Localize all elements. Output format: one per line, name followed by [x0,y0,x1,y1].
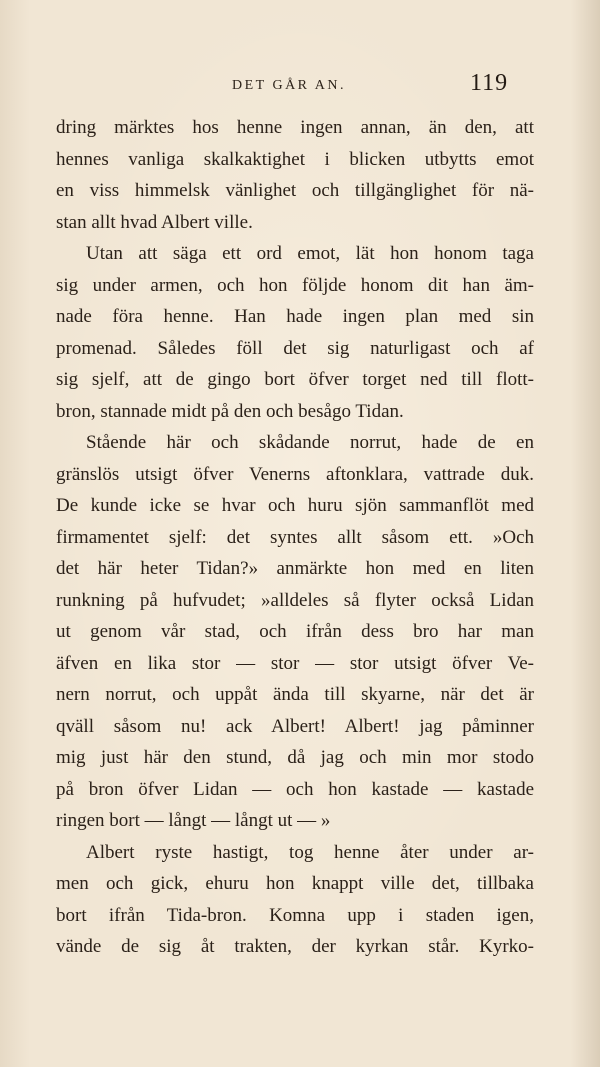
text-line [56,900,534,932]
text-line-content: Stående här och skådande norrut, hade de en [86,432,534,453]
text-line-content: runkning på hufvudet; »alldeles så flyter också Lidan [56,589,534,611]
text-line [56,459,534,491]
text-line [56,333,534,365]
text-line-content: nern norrut, och uppåt ända till skyarne, när det är [56,684,534,705]
text-line-content: mig just här den stund, då jag och min mor stodo [56,747,534,768]
page-number: 119 [470,70,509,96]
running-head [0,70,600,100]
text-line [56,238,534,270]
text-line [56,175,534,207]
text-line [56,868,534,900]
text-line [56,396,534,428]
text-line [56,301,534,333]
text-line-content: på bron öfver Lidan — och hon kastade — kastade [56,778,534,800]
text-line-content: promenad. Således föll det sig naturligast och af [56,337,534,359]
text-line [56,711,534,743]
text-line [56,490,534,522]
text-line [56,144,534,176]
text-line-content: bort ifrån Tida-bron. Komna upp i staden igen, [56,904,534,926]
text-line [56,774,534,806]
text-line-content: qväll såsom nu! ack Albert! Albert! jag påminner [56,715,534,737]
text-line-content: sig under armen, och hon följde honom dit han äm- [56,274,534,296]
text-line-content: ut genom vår stad, och ifrån dess bro har man [56,621,534,642]
text-line [56,616,534,648]
text-line-content: Utan att säga ett ord emot, lät hon honom taga [86,243,534,264]
text-line [56,522,534,554]
text-line-content: ringen bort — långt — långt ut — » [56,810,331,831]
text-line [56,112,534,144]
text-line-content: en viss himmelsk vänlighet och tillgänglighet för nä- [56,180,534,201]
text-line-content: äfven en lika stor — stor — stor utsigt öfver Ve- [56,652,534,674]
text-line-content: De kunde icke se hvar och huru sjön sammanflöt med [56,495,534,516]
text-line [56,805,534,837]
text-line [56,207,534,239]
text-line-content: sig sjelf, att de gingo bort öfver torget ned till flott- [56,369,534,390]
text-line-content: gränslös utsigt öfver Venerns aftonklara, vattrade duk. [56,463,534,485]
text-line-content: bron, stannade midt på den och besågo Tidan. [56,400,404,422]
text-line-content: men och gick, ehuru hon knappt ville det, tillbaka [56,873,534,894]
text-line-content: Albert ryste hastigt, tog henne åter under ar- [86,841,534,863]
text-line [56,553,534,585]
text-line-content: hennes vanliga skalkaktighet i blicken utbytts emot [56,148,534,170]
text-line [56,427,534,459]
text-line [56,931,534,963]
text-line [56,679,534,711]
text-line [56,270,534,302]
text-line [56,364,534,396]
text-line-content: firmamentet sjelf: det syntes allt såsom ett. »Och [56,526,534,548]
text-line-content: dring märktes hos henne ingen annan, än den, att [56,117,534,138]
body-text [56,112,534,963]
running-head-title: DET GÅR AN. [232,78,346,93]
text-line-content: det här heter Tidan?» anmärkte hon med en liten [56,558,534,579]
text-line-content: stan allt hvad Albert ville. [56,211,253,233]
text-line-content: vände de sig åt trakten, der kyrkan står. Kyrko- [56,936,534,957]
text-line [56,837,534,869]
text-line-content: nade föra henne. Han hade ingen plan med sin [56,306,534,327]
text-line [56,742,534,774]
text-line [56,648,534,680]
text-line [56,585,534,617]
